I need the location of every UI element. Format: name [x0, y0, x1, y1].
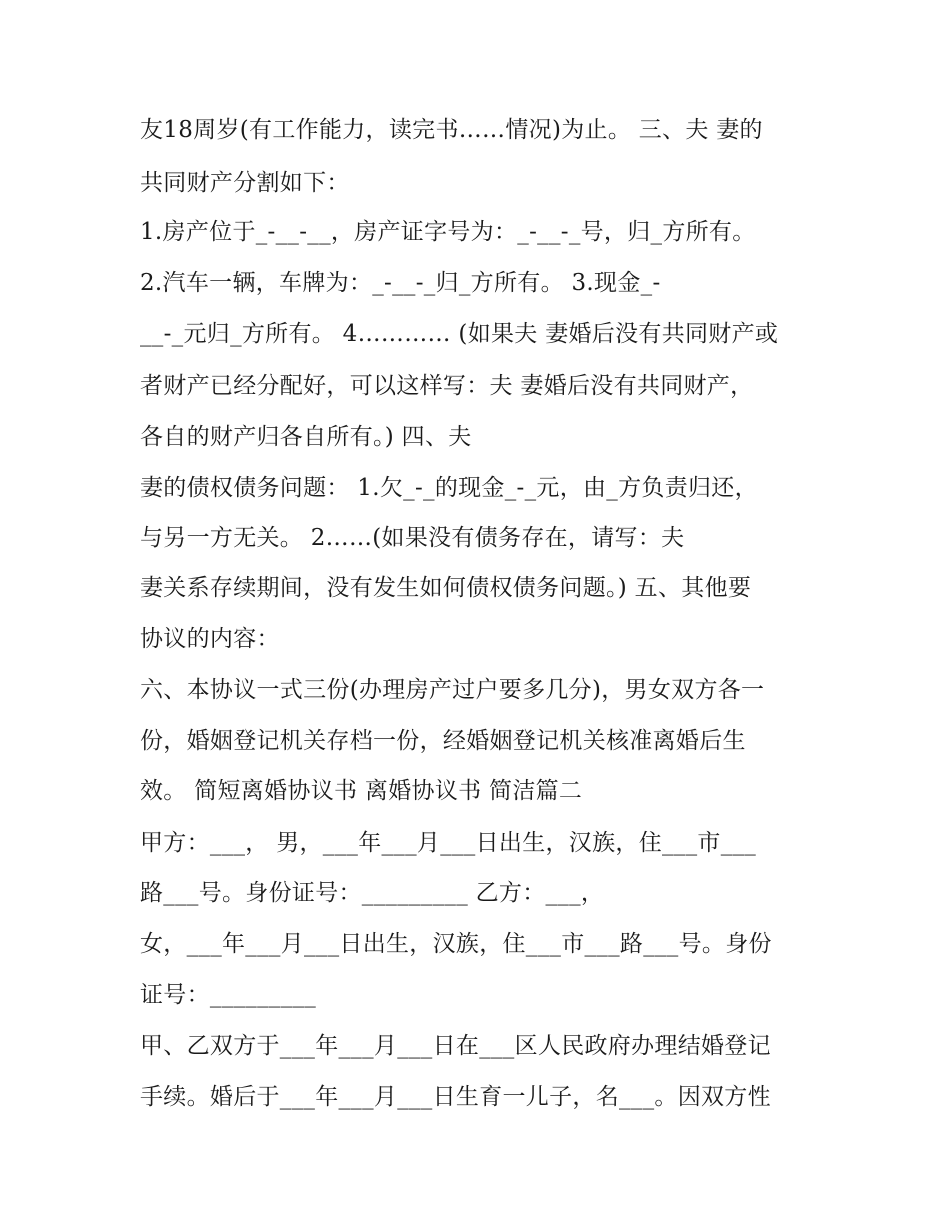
text-line: 妻的债权债务问题： 1.欠_-_的现金_-_元，由_方负责归还，	[140, 475, 758, 501]
text-line: 协议的内容：	[140, 626, 280, 652]
text-line: 份，婚姻登记机关存档一份，经婚姻登记机关核准离婚后生	[140, 728, 746, 754]
text-line: 女，___年___月___日出生，汉族，住___市___路___号。身份	[140, 931, 772, 957]
text-line: 友18周岁(有工作能力，读完书……情况)为止。 三、夫 妻的	[140, 117, 763, 143]
text-line: 妻关系存续期间，没有发生如何债权债务问题。) 五、其他要	[140, 575, 752, 601]
text-line: 证号：_________	[140, 982, 317, 1008]
text-line: __-_元归_方所有。 4………… (如果夫 妻婚后没有共同财产或	[140, 321, 779, 347]
text-line: 甲、乙双方于___年___月___日在___区人民政府办理结婚登记	[140, 1033, 771, 1059]
text-line: 各自的财产归各自所有。) 四、夫	[140, 424, 472, 450]
text-line: 路___号。身份证号：_________ 乙方：___，	[140, 880, 605, 906]
text-line: 与另一方无关。 2……(如果没有债务存在，请写：夫	[140, 525, 685, 551]
text-line: 共同财产分割如下：	[140, 170, 350, 196]
text-line: 六、本协议一式三份(办理房产过户要多几分)，男女双方各一	[140, 677, 765, 703]
text-line: 1.房产位于_-__-__，房产证字号为：_-__-_号，归_方所有。	[140, 219, 756, 245]
text-line: 效。 简短离婚协议书 离婚协议书 简洁篇二	[140, 778, 583, 804]
text-line: 者财产已经分配好，可以这样写：夫 妻婚后没有共同财产，	[140, 373, 754, 399]
text-line: 甲方：___， 男，___年___月___日出生，汉族，住___市___	[140, 830, 757, 856]
text-line: 2.汽车一辆，车牌为：_-__-_归_方所有。 3.现金_-	[140, 270, 661, 296]
text-line: 手续。婚后于___年___月___日生育一儿子，名___。因双方性	[140, 1084, 771, 1110]
